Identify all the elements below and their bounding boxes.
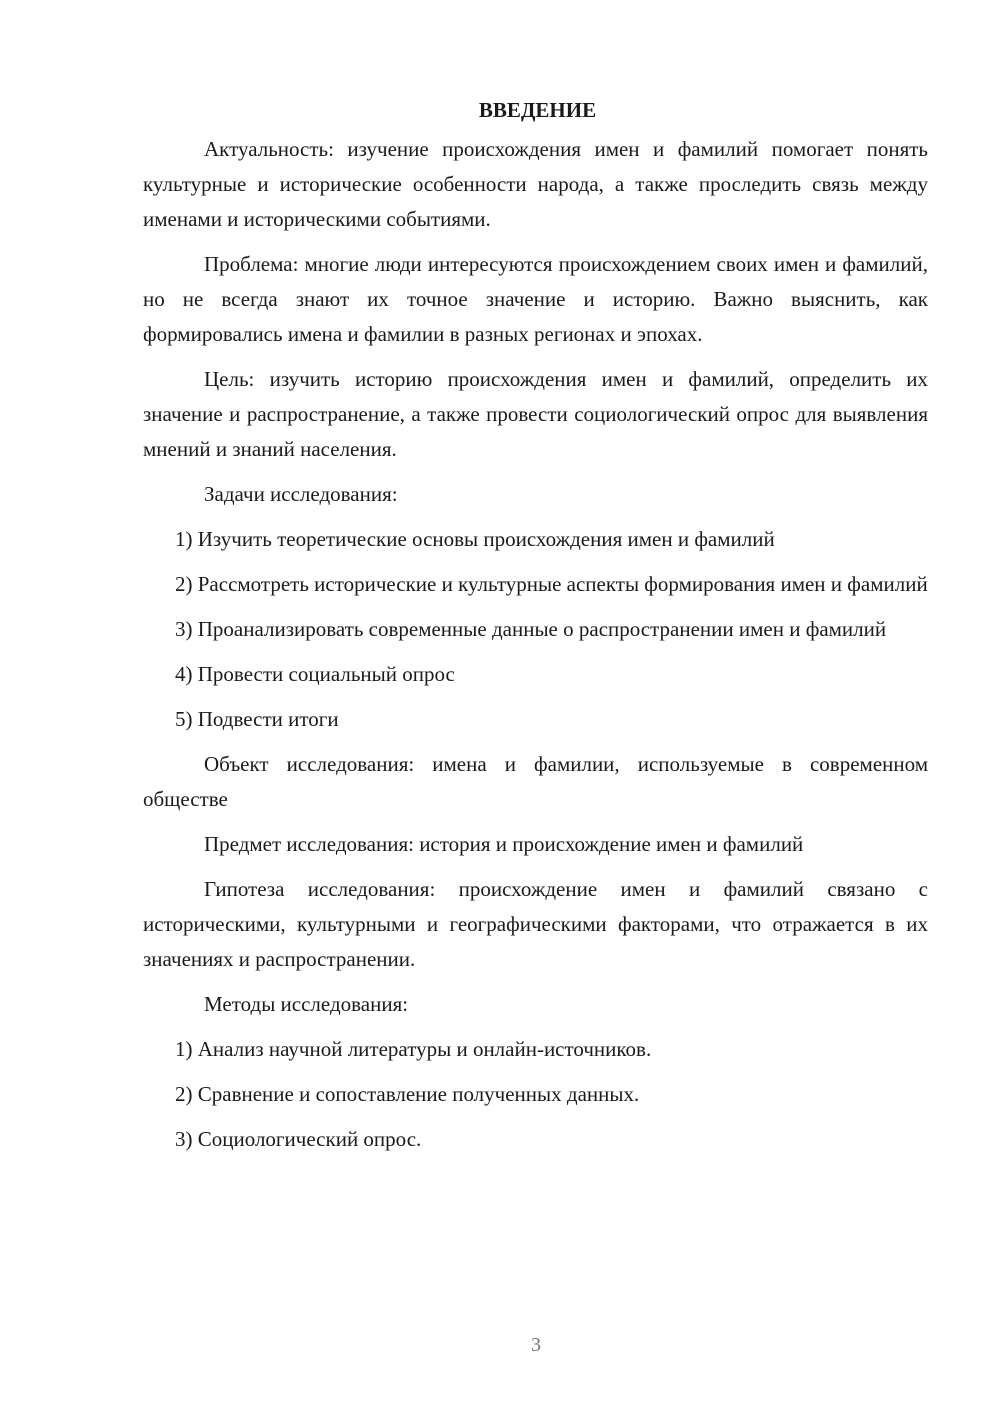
methods-heading: Методы исследования: [204, 992, 409, 1016]
tasks-heading: Задачи исследования: [204, 482, 398, 506]
method-item: 2) Сравнение и сопоставление полученных данных. [175, 1082, 640, 1106]
task-item: 5) Подвести итоги [175, 707, 339, 731]
page-content [143, 92, 928, 1167]
task-item: 4) Провести социальный опрос [175, 662, 455, 686]
problem-paragraph: Проблема: многие люди интересуются происхождением своих имен и фамилий, но не всегда знают их точное значение и историю. Важно выяснить, как формировались имена и фамилии в разных регионах и эпохах. [143, 252, 928, 346]
page-number: 3 [531, 1334, 541, 1356]
object-paragraph: Объект исследования: имена и фамилии, используемые в современном обществе [143, 752, 928, 811]
goal-paragraph: Цель: изучить историю происхождения имен и фамилий, определить их значение и распространение, а также провести социологический опрос для выявления мнений и знаний населения. [143, 367, 928, 461]
hypothesis-paragraph: Гипотеза исследования: происхождение имен и фамилий связано с историческими, культурными и географическими факторами, что отражается в их значениях и распространении. [143, 877, 928, 971]
task-item: 3) Проанализировать современные данные о распространении имен и фамилий [175, 617, 887, 641]
method-item: 1) Анализ научной литературы и онлайн-источников. [175, 1037, 652, 1061]
task-item: 1) Изучить теоретические основы происхождения имен и фамилий [175, 527, 775, 551]
subject-paragraph: Предмет исследования: история и происхождение имен и фамилий [204, 832, 804, 856]
relevance-paragraph: Актуальность: изучение происхождения имен и фамилий помогает понять культурные и исторические особенности народа, а также проследить связь между именами и историческими событиями. [143, 137, 928, 231]
method-item: 3) Социологический опрос. [175, 1127, 422, 1151]
section-title: ВВЕДЕНИЕ [478, 98, 597, 122]
task-item: 2) Рассмотреть исторические и культурные аспекты формирования имен и фамилий [175, 572, 928, 596]
